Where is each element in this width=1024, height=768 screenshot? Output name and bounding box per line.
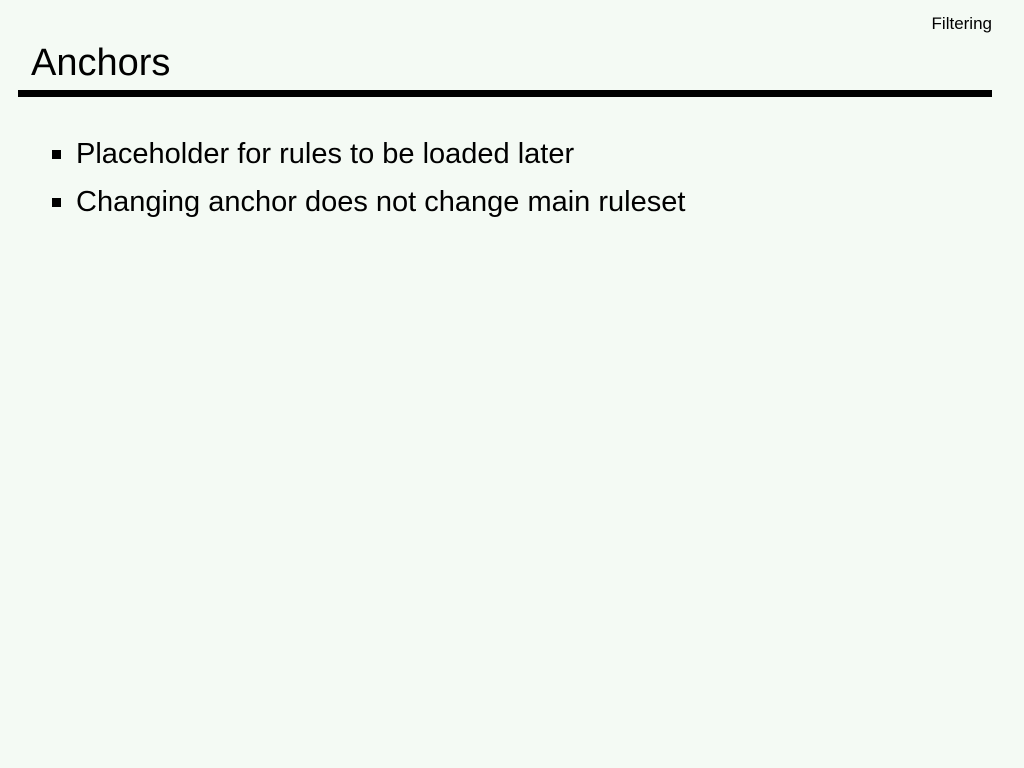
- list-item: [44, 130, 984, 178]
- list-item-label: Changing anchor does not change main ruleset: [76, 186, 686, 218]
- title-divider: [18, 90, 992, 97]
- square-bullet-icon: [52, 150, 61, 159]
- bullet-list: [44, 130, 984, 226]
- square-bullet-icon: [52, 198, 61, 207]
- page-title: Anchors: [31, 42, 171, 84]
- list-item: [44, 178, 984, 226]
- slide-section-label: Filtering: [931, 14, 992, 33]
- list-item-label: Placeholder for rules to be loaded later: [76, 138, 575, 170]
